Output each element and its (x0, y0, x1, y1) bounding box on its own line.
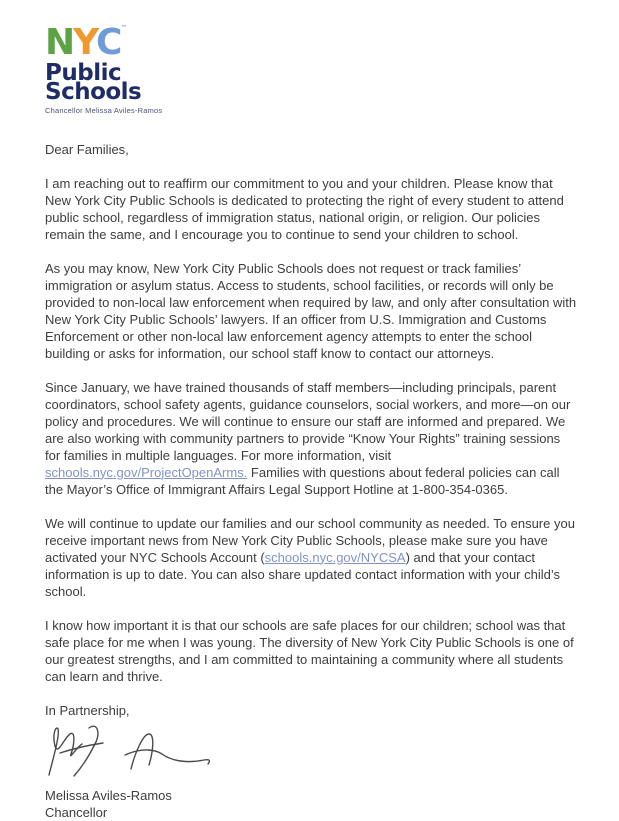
nycsa-account-link[interactable]: schools.nyc.gov/NYCSA (264, 549, 406, 565)
logo-letter-c-icon: C (95, 22, 121, 63)
paragraph-4-text-after: ) and that your contact information is up to date. You can also share updated contact information with your child’s school. (45, 549, 561, 599)
paragraph-5: I know how important it is that our schools are safe places for our children; school was that safe place for me when I was young. The diversity of New York City Public Schools is one of our greatest strengths, and I am committed to maintaining a community where all students can learn and thrive. (45, 617, 574, 684)
logo-wordmark-line2: Schools (45, 79, 142, 105)
signer-name: Melissa Aviles-Ramos (45, 787, 172, 803)
letter-content (45, 22, 578, 821)
paragraph-4-text-before: We will continue to update our families and our school community as needed. To ensure you receive important news from New York City Public Schools, please make sure you have activated your NYC Schools Account ( (45, 515, 575, 565)
project-open-arms-link[interactable]: schools.nyc.gov/ProjectOpenArms. (45, 464, 248, 480)
paragraph-3 (45, 379, 578, 498)
paragraph-3-text-before: Since January, we have trained thousands of staff members—including principals, parent coordinators, school safety agents, guidance counselors, social workers, and more—on our policy and procedures. We will continue to ensure our staff are informed and prepared. We are also working with community partners to provide “Know Your Rights” training sessions for families in multiple languages. For more information, visit (45, 379, 571, 463)
logo-nyc-letters (45, 22, 128, 63)
signature-image (43, 723, 218, 781)
salutation: Dear Families, (45, 141, 129, 157)
trademark-symbol: ™ (120, 24, 128, 32)
closing: In Partnership, (45, 702, 130, 718)
paragraph-1: I am reaching out to reaffirm our commitment to you and your children. Please know that New York City Public Schools is dedicated to protecting the right of every student to attend public school, regardless of immigration status, national origin, or religion. Our policies remain the same, and I encourage you to continue to send your children to school. (45, 175, 564, 242)
letter-body (45, 141, 578, 821)
paragraph-4 (45, 515, 578, 600)
logo-wordmark-line1: Public (45, 60, 122, 86)
signer-title: Chancellor (45, 804, 108, 820)
paragraph-3-text-after: Families with questions about federal policies can call the Mayor’s Office of Immigrant Affairs Legal Support Hotline at 1-800-354-0365. (45, 464, 560, 497)
nyc-public-schools-logo (45, 22, 578, 115)
logo-wordmark (45, 60, 578, 105)
paragraph-2: As you may know, New York City Public Schools does not request or track families’ immigration or asylum status. Access to students, school facilities, or records will only be provided to non-local law enforcement when required by law, and only after consultation with New York City Public Schools’ lawyers. If an officer from U.S. Immigration and Customs Enforcement or other non-local law enforcement agency attempts to enter the school building or asks for information, our school staff know to contact our attorneys. (45, 260, 577, 361)
logo-letter-y-icon: Y (73, 22, 96, 63)
logo-letter-n-icon: N (45, 22, 74, 63)
logo-tagline: Chancellor Melissa Aviles-Ramos (45, 106, 163, 115)
